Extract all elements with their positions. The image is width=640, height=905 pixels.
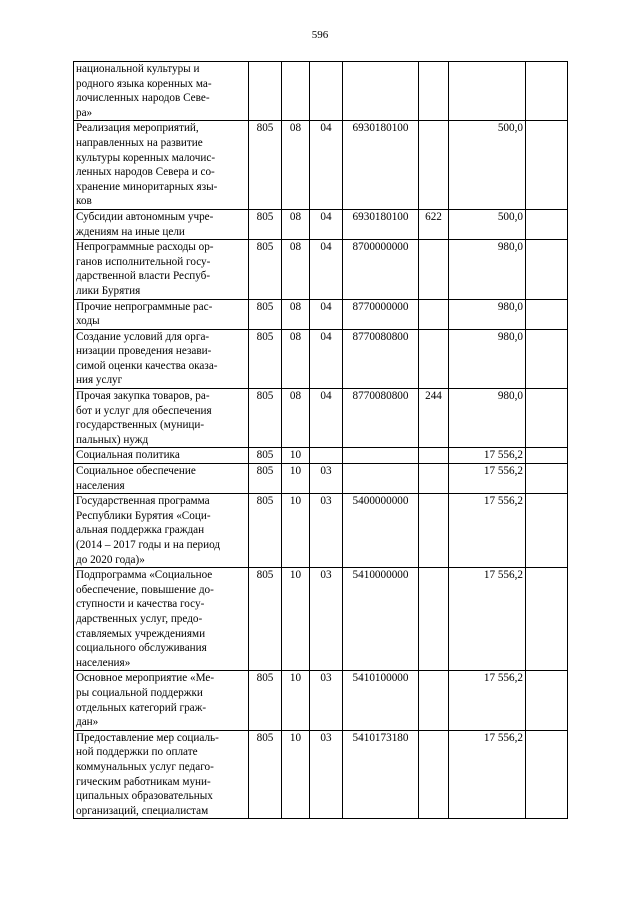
item-name-line: Непрограммные расходы ор- [76, 241, 214, 254]
item-name-line: населения [76, 479, 125, 492]
admin-code-cell: 805 [249, 209, 282, 239]
target-article-cell: 6930180100 [343, 121, 419, 210]
amount-cell [449, 62, 526, 121]
item-name-cell [74, 299, 249, 329]
expense-type-cell [419, 448, 449, 464]
empty-cell [526, 464, 568, 494]
budget-table [73, 61, 568, 819]
admin-code-cell: 805 [249, 671, 282, 730]
item-name-line: лочисленных народов Севе- [76, 92, 210, 105]
item-name-line: до 2020 года)» [76, 553, 145, 566]
expense-type-cell [419, 730, 449, 819]
section-code-cell: 08 [282, 121, 310, 210]
admin-code-cell: 805 [249, 448, 282, 464]
item-name-line: ков [76, 195, 92, 208]
section-code-cell: 10 [282, 448, 310, 464]
subsection-code-cell: 03 [310, 730, 343, 819]
amount-cell: 980,0 [449, 240, 526, 299]
target-article-cell: 8770080800 [343, 329, 419, 388]
subsection-code-cell [310, 62, 343, 121]
amount-cell: 980,0 [449, 329, 526, 388]
item-name-line: ра» [76, 106, 93, 119]
item-name-line: ния услуг [76, 374, 123, 387]
target-article-cell [343, 448, 419, 464]
target-article-cell: 8770080800 [343, 389, 419, 448]
target-article-cell: 8700000000 [343, 240, 419, 299]
expense-type-cell [419, 121, 449, 210]
subsection-code-cell [310, 448, 343, 464]
item-name-cell [74, 494, 249, 568]
subsection-code-cell: 03 [310, 464, 343, 494]
amount-cell: 17 556,2 [449, 464, 526, 494]
item-name-line: национальной культуры и [76, 63, 200, 75]
item-name-line: ганов исполнительной госу- [76, 255, 211, 268]
table-row [74, 389, 568, 448]
admin-code-cell: 805 [249, 121, 282, 210]
item-name-line: бот и услуг для обеспечения [76, 404, 212, 417]
expense-type-cell [419, 494, 449, 568]
admin-code-cell: 805 [249, 568, 282, 671]
admin-code-cell [249, 62, 282, 121]
subsection-code-cell: 04 [310, 299, 343, 329]
item-name-line: ры социальной поддержки [76, 686, 203, 699]
empty-cell [526, 209, 568, 239]
section-code-cell: 08 [282, 209, 310, 239]
expense-type-cell [419, 329, 449, 388]
empty-cell [526, 329, 568, 388]
target-article-cell [343, 62, 419, 121]
item-name-line: направленных на развитие [76, 136, 203, 149]
item-name-line: населения» [76, 656, 131, 669]
amount-cell: 17 556,2 [449, 671, 526, 730]
subsection-code-cell: 03 [310, 494, 343, 568]
item-name-line: обеспечение, повышение до- [76, 583, 214, 596]
page-number: 596 [311, 29, 329, 41]
section-code-cell: 08 [282, 299, 310, 329]
item-name-line: ступности и качества госу- [76, 598, 205, 611]
target-article-cell: 5410100000 [343, 671, 419, 730]
item-name-line: ной поддержки по оплате [76, 746, 198, 759]
amount-cell: 500,0 [449, 121, 526, 210]
item-name-cell [74, 209, 249, 239]
section-code-cell: 10 [282, 671, 310, 730]
item-name-line: низации проведения незави- [76, 345, 212, 358]
subsection-code-cell: 04 [310, 240, 343, 299]
item-name-cell [74, 568, 249, 671]
amount-cell: 500,0 [449, 209, 526, 239]
admin-code-cell: 805 [249, 464, 282, 494]
subsection-code-cell: 04 [310, 329, 343, 388]
section-code-cell: 10 [282, 568, 310, 671]
item-name-line: симой оценки качества оказа- [76, 359, 218, 372]
subsection-code-cell: 03 [310, 671, 343, 730]
section-code-cell: 08 [282, 389, 310, 448]
item-name-line: отдельных категорий граж- [76, 701, 207, 714]
amount-cell: 980,0 [449, 299, 526, 329]
admin-code-cell: 805 [249, 730, 282, 819]
empty-cell [526, 389, 568, 448]
target-article-cell: 5400000000 [343, 494, 419, 568]
section-code-cell: 10 [282, 464, 310, 494]
item-name-cell [74, 329, 249, 388]
item-name-line: организаций, специалистам [76, 804, 209, 817]
amount-cell: 17 556,2 [449, 568, 526, 671]
item-name-cell [74, 464, 249, 494]
section-code-cell: 08 [282, 329, 310, 388]
item-name-line: Социальная политика [76, 449, 180, 462]
item-name-cell [74, 121, 249, 210]
item-name-line: государственных (муници- [76, 419, 205, 432]
item-name-line: Подпрограмма «Социальное [76, 569, 213, 582]
subsection-code-cell: 04 [310, 389, 343, 448]
item-name-line: Прочие непрограммные рас- [76, 300, 213, 313]
section-code-cell: 10 [282, 494, 310, 568]
empty-cell [526, 299, 568, 329]
admin-code-cell: 805 [249, 240, 282, 299]
amount-cell: 980,0 [449, 389, 526, 448]
empty-cell [526, 671, 568, 730]
expense-type-cell [419, 568, 449, 671]
admin-code-cell: 805 [249, 389, 282, 448]
expense-type-cell: 622 [419, 209, 449, 239]
target-article-cell: 6930180100 [343, 209, 419, 239]
item-name-cell [74, 671, 249, 730]
empty-cell [526, 730, 568, 819]
table-row [74, 464, 568, 494]
table-row [74, 448, 568, 464]
item-name-cell [74, 389, 249, 448]
expense-type-cell: 244 [419, 389, 449, 448]
item-name-line: Прочая закупка товаров, ра- [76, 390, 210, 403]
admin-code-cell: 805 [249, 299, 282, 329]
empty-cell [526, 62, 568, 121]
item-name-cell [74, 730, 249, 819]
item-name-line: родного языка коренных ма- [76, 77, 212, 90]
item-name-cell [74, 240, 249, 299]
subsection-code-cell: 03 [310, 568, 343, 671]
item-name-line: Основное мероприятие «Ме- [76, 672, 215, 685]
item-name-line: альная поддержка граждан [76, 524, 205, 537]
item-name-line: Субсидии автономным учре- [76, 210, 214, 223]
expense-type-cell [419, 62, 449, 121]
empty-cell [526, 121, 568, 210]
table-row [74, 209, 568, 239]
amount-cell: 17 556,2 [449, 494, 526, 568]
amount-cell: 17 556,2 [449, 730, 526, 819]
expense-type-cell [419, 671, 449, 730]
target-article-cell: 5410173180 [343, 730, 419, 819]
item-name-cell [74, 62, 249, 121]
item-name-line: социального обслуживания [76, 642, 207, 655]
table-row [74, 671, 568, 730]
item-name-line: Создание условий для орга- [76, 330, 210, 343]
admin-code-cell: 805 [249, 329, 282, 388]
item-name-cell [74, 448, 249, 464]
empty-cell [526, 568, 568, 671]
target-article-cell: 8770000000 [343, 299, 419, 329]
expense-type-cell [419, 240, 449, 299]
table-row [74, 568, 568, 671]
item-name-line: ходы [76, 315, 100, 328]
table-row [74, 329, 568, 388]
table-row [74, 494, 568, 568]
section-code-cell [282, 62, 310, 121]
item-name-line: Государственная программа [76, 495, 210, 508]
item-name-line: культуры коренных малочис- [76, 151, 216, 164]
admin-code-cell: 805 [249, 494, 282, 568]
empty-cell [526, 448, 568, 464]
item-name-line: дарственных услуг, предо- [76, 612, 203, 625]
target-article-cell [343, 464, 419, 494]
expense-type-cell [419, 299, 449, 329]
item-name-line: ципальных образовательных [76, 790, 213, 803]
item-name-line: Реализация мероприятий, [76, 122, 199, 135]
expense-type-cell [419, 464, 449, 494]
table-row [74, 299, 568, 329]
subsection-code-cell: 04 [310, 209, 343, 239]
table-row [74, 730, 568, 819]
item-name-line: ленных народов Севера и со- [76, 166, 215, 179]
item-name-line: дан» [76, 716, 99, 729]
table-row [74, 240, 568, 299]
item-name-line: ставляемых учреждениями [76, 627, 206, 640]
target-article-cell: 5410000000 [343, 568, 419, 671]
amount-cell: 17 556,2 [449, 448, 526, 464]
empty-cell [526, 240, 568, 299]
item-name-line: гическим работникам муни- [76, 775, 211, 788]
item-name-line: (2014 – 2017 годы и на период [76, 539, 221, 551]
item-name-line: лики Бурятия [76, 284, 141, 297]
item-name-line: пальных) нужд [76, 433, 149, 446]
empty-cell [526, 494, 568, 568]
item-name-line: Предоставление мер социаль- [76, 731, 219, 744]
item-name-line: хранение миноритарных язы- [76, 180, 218, 193]
item-name-line: Республики Бурятия «Соци- [76, 509, 211, 522]
subsection-code-cell: 04 [310, 121, 343, 210]
section-code-cell: 08 [282, 240, 310, 299]
item-name-line: коммунальных услуг педаго- [76, 760, 214, 773]
item-name-line: дарственной власти Респуб- [76, 270, 211, 283]
item-name-line: ждениям на иные цели [76, 225, 185, 238]
section-code-cell: 10 [282, 730, 310, 819]
item-name-line: Социальное обеспечение [76, 465, 196, 478]
table-row [74, 121, 568, 210]
table-row [74, 62, 568, 121]
